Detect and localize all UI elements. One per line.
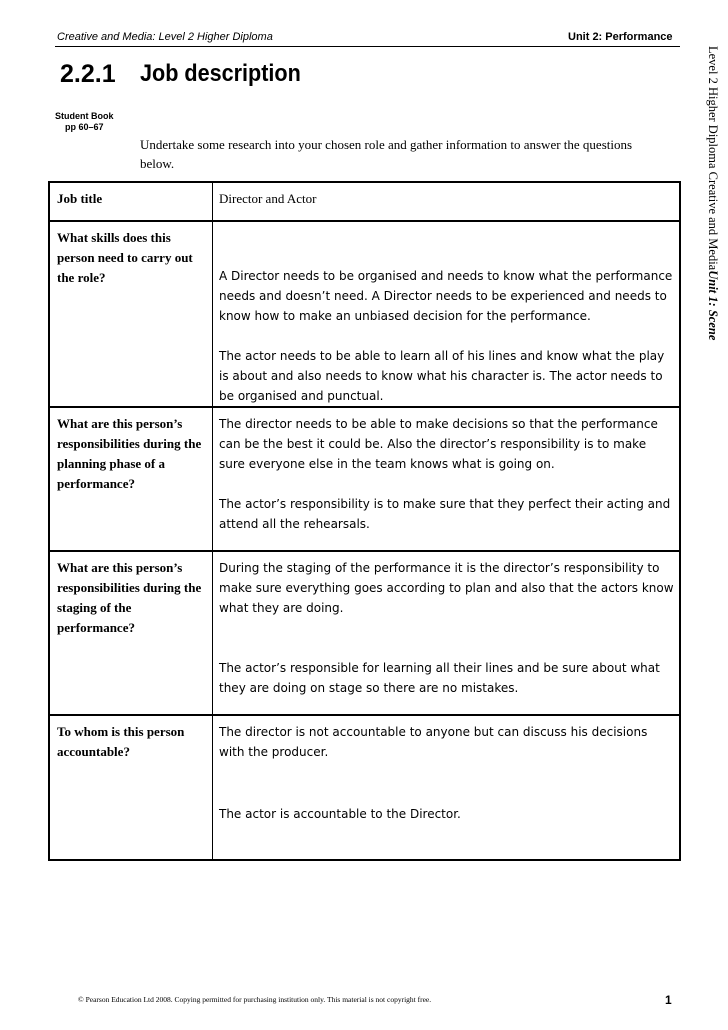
student-book-label: Student Book: [55, 111, 114, 121]
answer-planning-actor: The actor’s responsibility is to make sure that they perfect their acting and attend all the rehearsals.: [219, 497, 671, 531]
page-number: 1: [665, 993, 672, 1007]
page-title: Job description: [140, 60, 301, 87]
answer-staging-actor: The actor’s responsible for learning all their lines and be sure about what they are doing on stage so there are no mistakes.: [219, 661, 660, 695]
section-number: 2.2.1: [60, 60, 116, 88]
question-job-title: Job title: [49, 182, 213, 221]
table-row: [49, 221, 680, 407]
table-row: [49, 551, 680, 715]
table-row: [49, 182, 680, 221]
answer-skills-actor: The actor needs to be able to learn all of his lines and know what the play is about and also needs to know what his character is. The actor needs to be organised and punctual.: [219, 349, 665, 403]
answer-staging: [213, 551, 681, 715]
answer-skills: [213, 221, 681, 407]
intro-instructions: Undertake some research into your chosen role and gather information to answer the questions below.: [140, 137, 633, 171]
table-row: [49, 715, 680, 860]
header-unit: Unit 2: Performance: [568, 31, 673, 43]
student-book-pages: pp 60–67: [65, 122, 104, 132]
job-description-table: [48, 181, 681, 861]
answer-planning-director: The director needs to be able to make decisions so that the performance can be the best it could be. Also the director’s responsibility is to make sure everyone else in the team knows what is going on.: [219, 417, 658, 471]
answer-job-title: Director and Actor: [213, 182, 681, 221]
side-course: Level 2 Higher Diploma Creative and Media: [706, 46, 720, 271]
header-course: Creative and Media: Level 2 Higher Diploma: [57, 31, 273, 43]
question-staging: What are this person’s responsibilities during the staging of the performance?: [49, 551, 213, 715]
question-planning: What are this person’s responsibilities during the planning phase of a performance?: [49, 407, 213, 551]
answer-accountable-actor: The actor is accountable to the Director.: [219, 807, 461, 821]
student-book-reference: [55, 111, 114, 133]
answer-planning: [213, 407, 681, 551]
answer-accountable-director: The director is not accountable to anyone but can discuss his decisions with the producer.: [219, 725, 648, 759]
table-row: [49, 407, 680, 551]
header-divider: [55, 46, 680, 47]
side-unit: Unit 1: Scene: [706, 270, 720, 341]
answer-spacer: [219, 228, 675, 266]
question-skills: What skills does this person need to carry out the role?: [49, 221, 213, 407]
side-running-title: [705, 46, 720, 340]
answer-skills-director: A Director needs to be organised and needs to know what the performance needs and doesn’t need. A Director needs to be experienced and needs to know how to make an unbiased decision for the performance.: [219, 269, 673, 323]
answer-accountable: [213, 715, 681, 860]
question-accountable: To whom is this person accountable?: [49, 715, 213, 860]
answer-staging-director: During the staging of the performance it is the director’s responsibility to make sure everything goes according to plan and also that the actors know what they are doing.: [219, 561, 674, 615]
copyright-notice: © Pearson Education Ltd 2008. Copying permitted for purchasing institution only. This material is not copyright free.: [78, 995, 432, 1004]
